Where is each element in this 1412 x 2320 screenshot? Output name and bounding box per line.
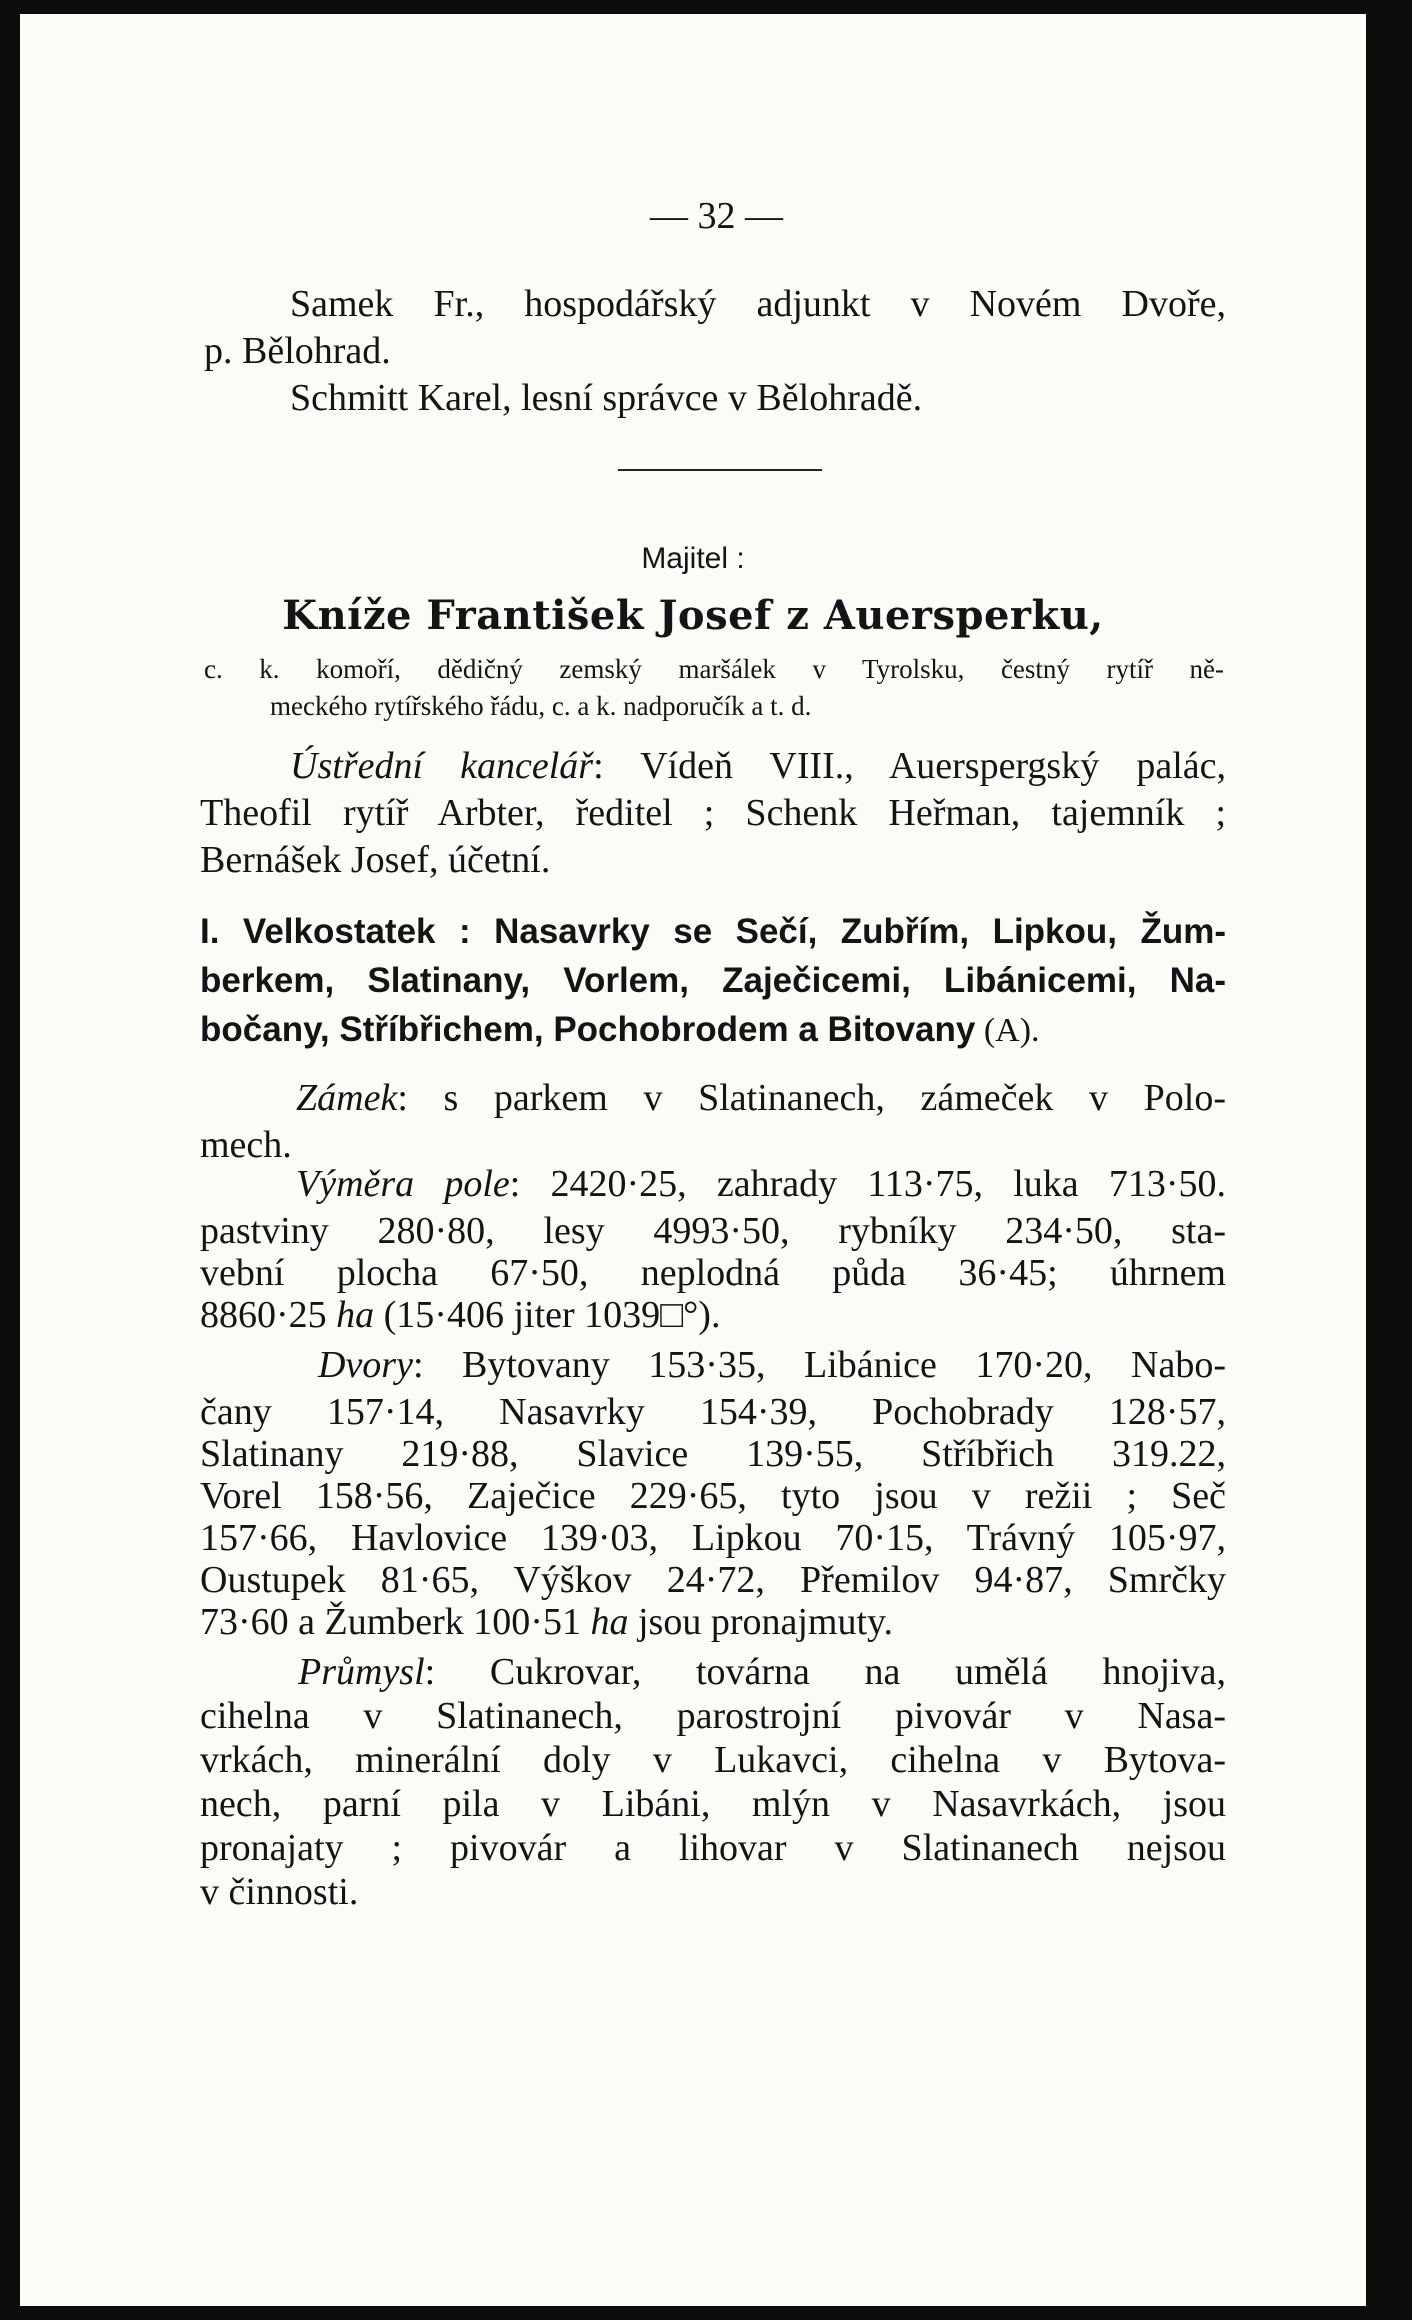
- industry-line2: cihelna v Slatinanech, parostrojní pivovár v Nasa-: [200, 1695, 1226, 1737]
- industry-text: : Cukrovar, továrna na umělá hnojiva,: [424, 1651, 1226, 1693]
- farms-last-unit: ha: [590, 1601, 629, 1643]
- estate-heading-suffix: (A).: [975, 1012, 1040, 1049]
- farms-line7: [200, 1600, 893, 1644]
- farms-line4: Vorel 158·56, Zaječice 229·65, tyto jsou v režii ; Seč: [200, 1475, 1226, 1517]
- staff-entry-schmitt: Schmitt Karel, lesní správce v Bělohradě.: [290, 377, 923, 419]
- area-total-rest: (15·406 jiter 1039□°).: [374, 1294, 721, 1336]
- area-total-value: 8860·25: [200, 1294, 337, 1336]
- estate-heading-line1: I. Velkostatek : Nasavrky se Sečí, Zubřím, Lipkou, Žum-: [200, 912, 1226, 951]
- book-page: [20, 14, 1366, 2306]
- estate-heading-line2: berkem, Slatinany, Vorlem, Zaječicemi, Libánicemi, Na-: [200, 961, 1226, 1000]
- owner-title-line1: c. k. komoří, dědičný zemský maršálek v Tyrolsku, čestný rytíř ně-: [204, 654, 1224, 684]
- industry-line6: v činnosti.: [200, 1871, 359, 1913]
- industry-line1: [298, 1650, 1226, 1694]
- industry-line4: nech, parní pila v Libáni, mlýn v Nasavrkách, jsou: [200, 1783, 1226, 1825]
- farms-line6: Oustupek 81·65, Výškov 24·72, Přemilov 94·87, Smrčky: [200, 1559, 1226, 1601]
- staff-entry-samek: Samek Fr., hospodářský adjunkt v Novém Dvoře,: [290, 283, 1226, 325]
- area-label: Výměra pole: [296, 1163, 510, 1205]
- castle-line1: [296, 1076, 1226, 1120]
- farms-label: Dvory: [318, 1344, 413, 1386]
- area-total-unit: ha: [336, 1294, 375, 1336]
- area-line4: [200, 1293, 720, 1337]
- area-line1: [296, 1162, 1226, 1206]
- office-label: Ústřední kancelář: [290, 745, 594, 787]
- farms-last-rest: jsou pronajmuty.: [628, 1601, 894, 1643]
- farms-text: : Bytovany 153·35, Libánice 170·20, Nabo-: [412, 1344, 1226, 1386]
- area-line3: vební plocha 67·50, neplodná půda 36·45; úhrnem: [200, 1252, 1226, 1294]
- page-number: — 32 —: [650, 195, 783, 237]
- owner-title-line2: meckého rytířského řádu, c. a k. nadporučík a t. d.: [270, 691, 812, 721]
- farms-line1: [318, 1343, 1226, 1387]
- castle-line2: mech.: [200, 1124, 292, 1166]
- industry-line3: vrkách, minerální doly v Lukavci, cihelna v Bytova-: [200, 1739, 1226, 1781]
- castle-text: : s parkem v Slatinanech, zámeček v Polo-: [397, 1077, 1226, 1119]
- office-line1: [290, 744, 1226, 788]
- staff-entry-samek-cont: p. Bělohrad.: [204, 330, 391, 372]
- area-text: : 2420·25, zahrady 113·75, luka 713·50.: [509, 1163, 1226, 1205]
- farms-line5: 157·66, Havlovice 139·03, Lipkou 70·15, Trávný 105·97,: [200, 1517, 1226, 1559]
- office-line2: Theofil rytíř Arbter, ředitel ; Schenk Heřman, tajemník ;: [200, 792, 1226, 834]
- estate-heading-text: bočany, Stříbřichem, Pochobrodem a Bitovany: [200, 1010, 976, 1049]
- owner-name: Kníže František Josef z Auersperku,: [282, 592, 1104, 639]
- office-line3: Bernášek Josef, účetní.: [200, 839, 551, 881]
- farms-line2: čany 157·14, Nasavrky 154·39, Pochobrady 128·57,: [200, 1391, 1226, 1433]
- farms-last-start: 73·60 a Žumberk 100·51: [200, 1601, 591, 1643]
- office-address: : Vídeň VIII., Auerspergský palác,: [593, 745, 1226, 787]
- farms-line3: Slatinany 219·88, Slavice 139·55, Stříbřich 319.22,: [200, 1433, 1226, 1475]
- industry-label: Průmysl: [298, 1651, 425, 1693]
- area-line2: pastviny 280·80, lesy 4993·50, rybníky 234·50, sta-: [200, 1210, 1226, 1252]
- castle-label: Zámek: [296, 1077, 398, 1119]
- owner-label: Majitel :: [641, 542, 745, 575]
- section-divider: [618, 469, 822, 471]
- industry-line5: pronajaty ; pivovár a lihovar v Slatinanech nejsou: [200, 1827, 1226, 1869]
- estate-heading-line3: [200, 1010, 1040, 1050]
